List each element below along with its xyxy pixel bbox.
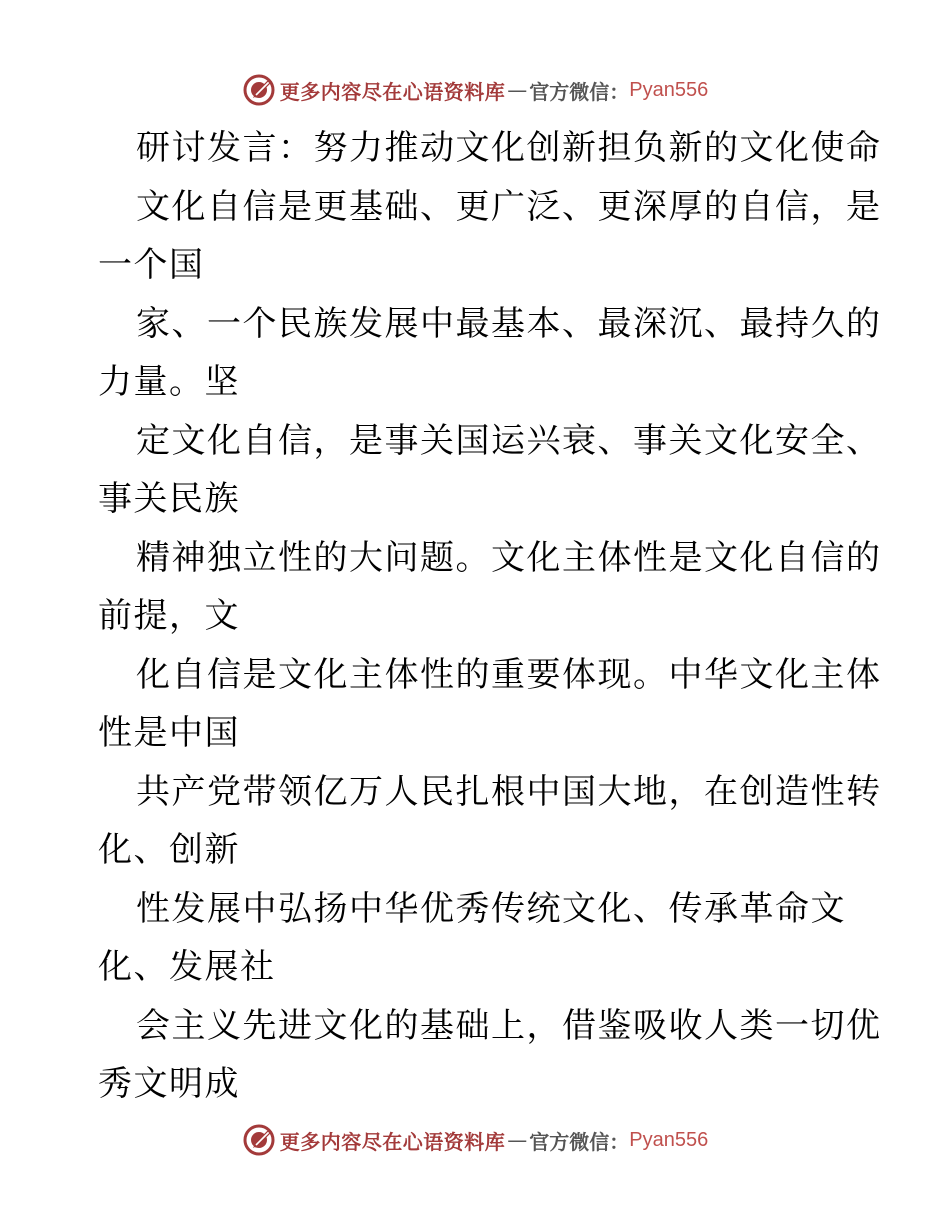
paragraph-line: 化、创新 [98, 830, 240, 870]
watermark-official-label: 官方微信： [529, 79, 630, 104]
paragraph-line: 前提，文 [98, 596, 240, 636]
paragraph-line: 化自信是文化主体性的重要体现。中华文化主体 [136, 655, 882, 695]
paragraph-line: 家、一个民族发展中最基本、最深沉、最持久的 [136, 304, 882, 344]
paragraph-line: 化、发展社 [98, 947, 276, 987]
paragraph-line: 一个国 [98, 245, 205, 285]
watermark-text: 更多内容尽在心语资料库 [279, 79, 506, 104]
watermark-dash: — [507, 78, 528, 102]
paragraph-line: 性发展中弘扬中华优秀传统文化、传承革命文 [136, 889, 846, 929]
pen-logo-icon [242, 1123, 276, 1157]
footer-watermark [0, 1120, 950, 1160]
paragraph-line: 事关民族 [98, 479, 240, 519]
paragraph-line: 文化自信是更基础、更广泛、更深厚的自信，是 [136, 187, 882, 227]
paragraph-line: 精神独立性的大问题。文化主体性是文化自信的 [136, 538, 882, 578]
watermark-official-label: 官方微信： [529, 1129, 630, 1154]
paragraph-line: 会主义先进文化的基础上，借鉴吸收人类一切优 [136, 1006, 882, 1046]
paragraph-line: 共产党带领亿万人民扎根中国大地，在创造性转 [136, 772, 882, 812]
watermark-dash: — [507, 1128, 528, 1152]
header-watermark [0, 70, 950, 110]
watermark-text: 更多内容尽在心语资料库 [279, 1129, 506, 1154]
paragraph-line: 性是中国 [98, 713, 240, 753]
pen-logo-icon [242, 73, 276, 107]
paragraph-line: 定文化自信，是事关国运兴衰、事关文化安全、 [136, 421, 882, 461]
paragraph-line: 秀文明成 [98, 1064, 240, 1104]
document-title: 研讨发言：努力推动文化创新担负新的文化使命 [136, 128, 882, 168]
paragraph-line: 力量。坚 [98, 362, 240, 402]
watermark-wechat-id: Pyan556 [629, 1128, 709, 1151]
watermark-wechat-id: Pyan556 [629, 78, 709, 101]
